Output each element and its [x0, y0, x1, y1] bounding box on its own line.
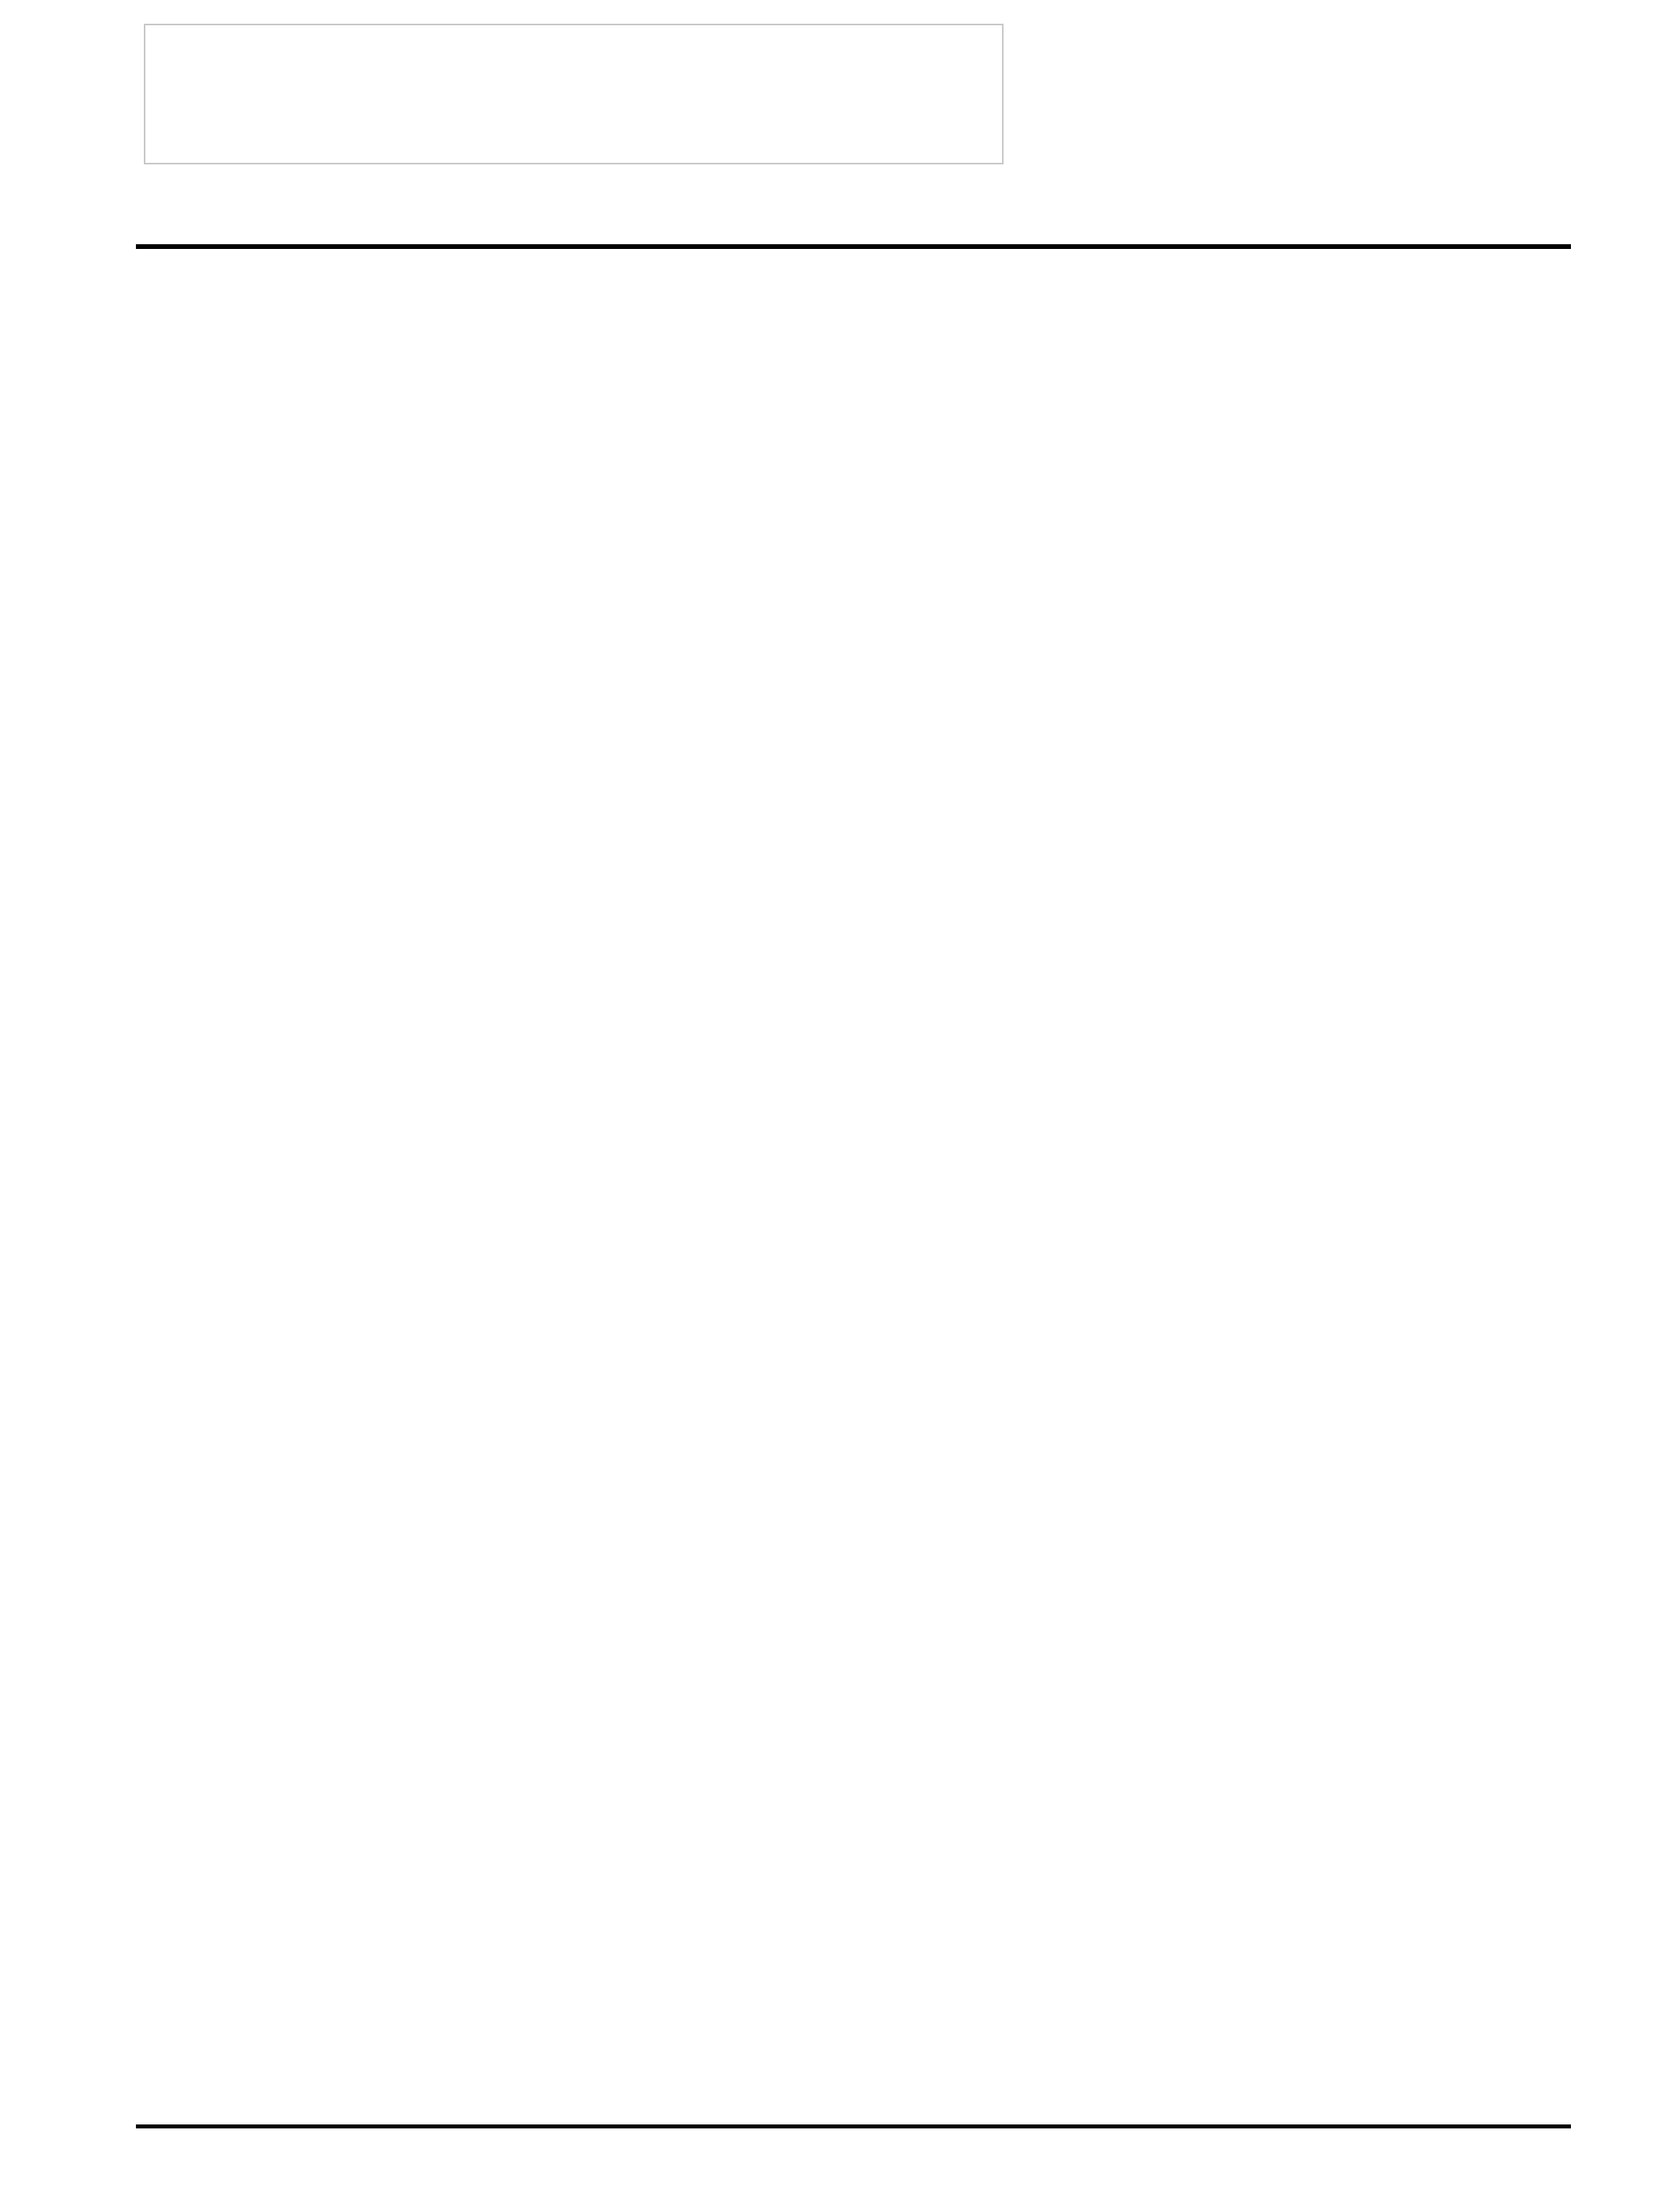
header-rule — [136, 244, 1571, 249]
footer-rule — [136, 2124, 1571, 2128]
entity-info-box — [144, 24, 1004, 164]
